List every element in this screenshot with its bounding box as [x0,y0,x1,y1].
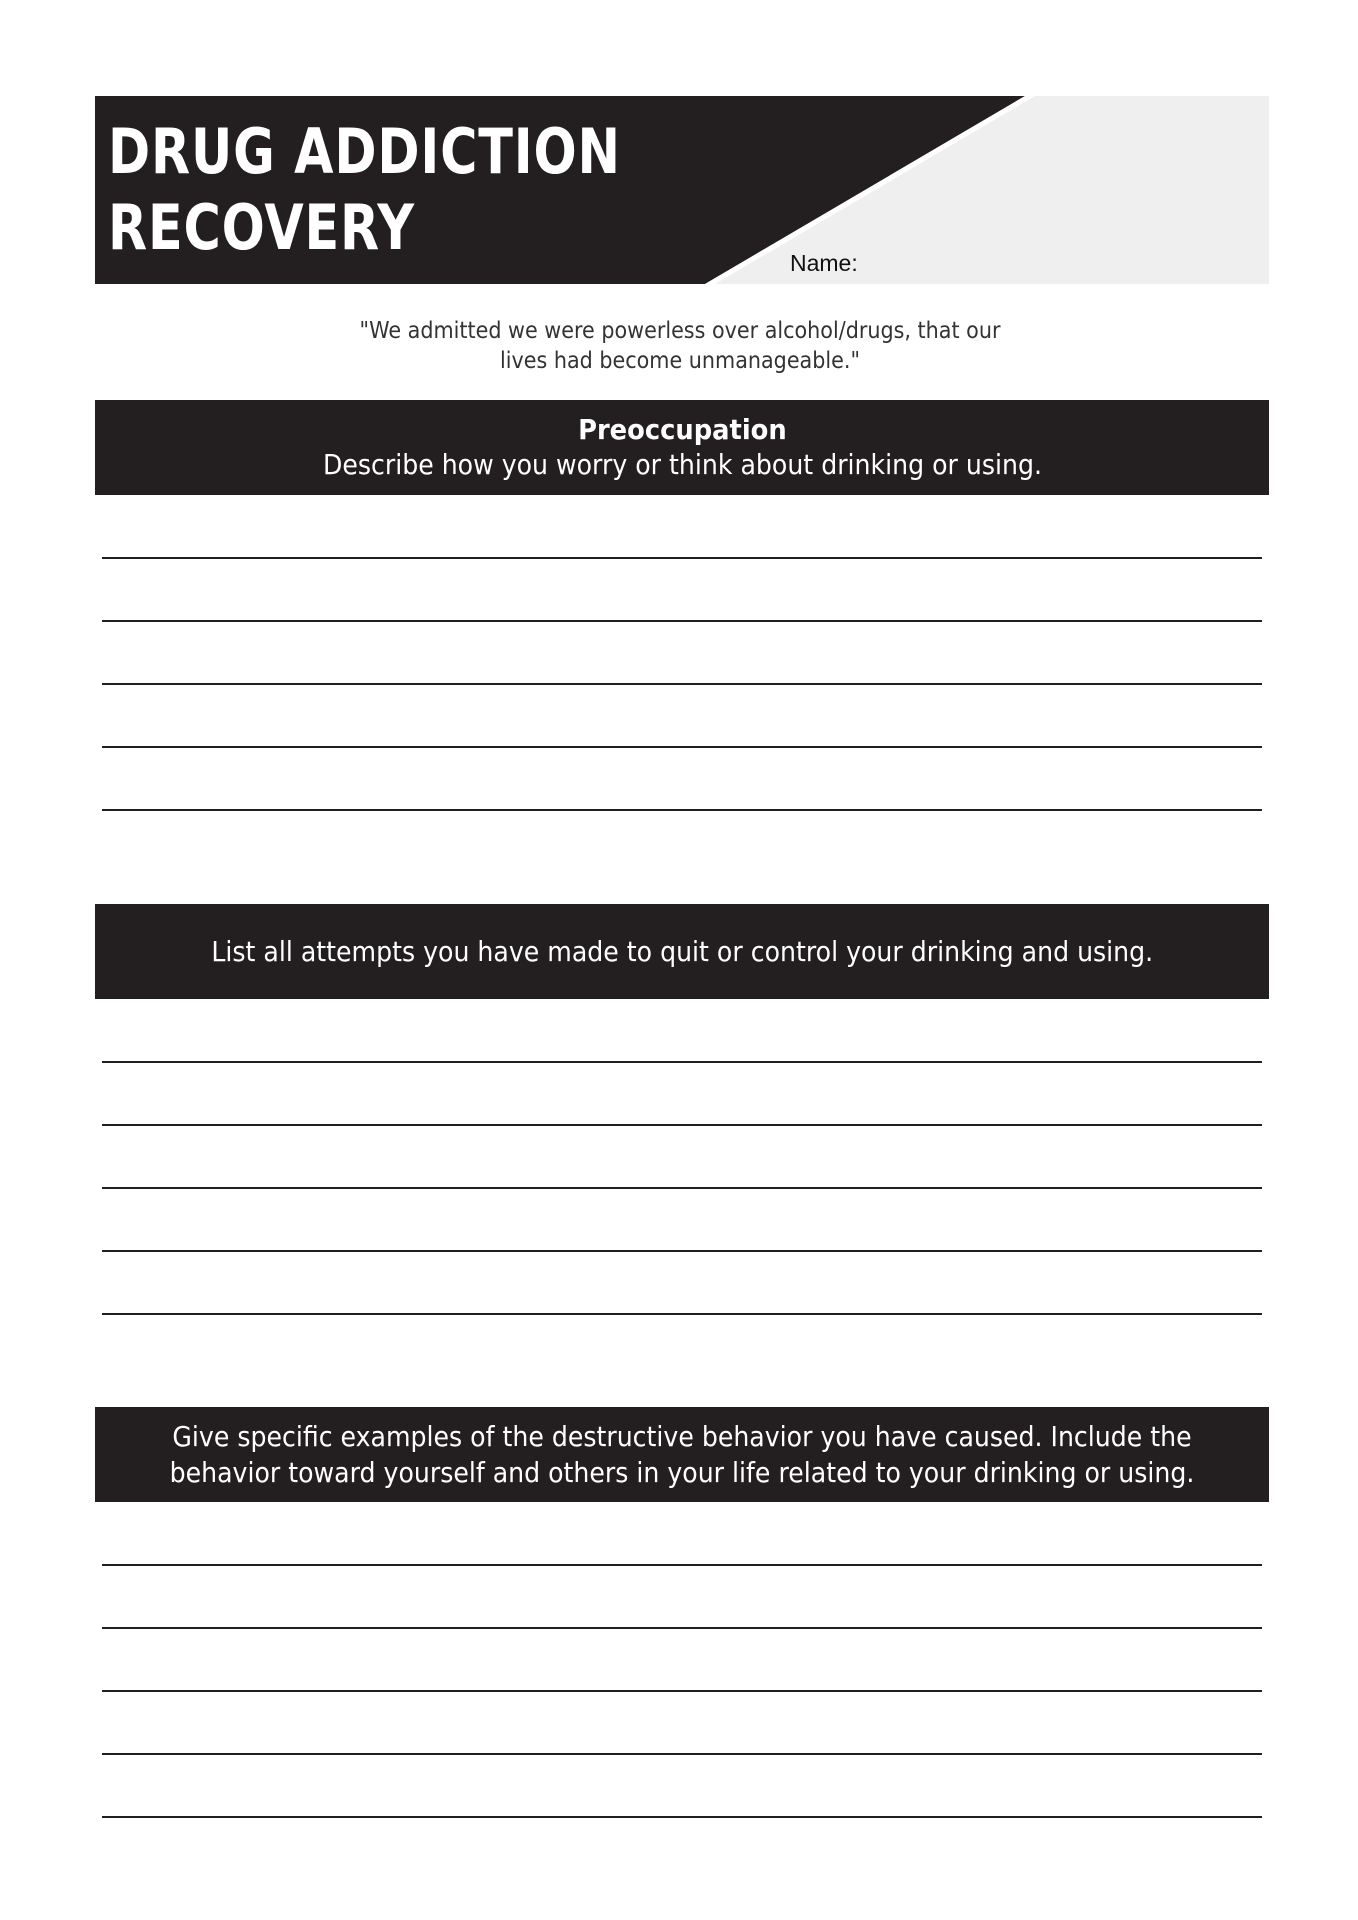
answer-line[interactable] [102,809,1262,811]
answer-line[interactable] [102,1627,1262,1629]
answer-line[interactable] [102,683,1262,685]
answer-line[interactable] [102,1690,1262,1692]
page-title [108,114,621,266]
section-header-destructive-behavior [95,1407,1269,1502]
name-label: Name: [790,250,858,276]
header-banner [95,96,1269,284]
section-prompt: Give specific examples of the destructive behavior you have caused. Include the behavior toward yourself and others in your life related to your drinking or using. [169,1419,1195,1489]
answer-line[interactable] [102,1124,1262,1126]
answer-line[interactable] [102,1250,1262,1252]
answer-line[interactable] [102,1313,1262,1315]
answer-line[interactable] [102,1061,1262,1063]
title-line-2: RECOVERY [108,191,415,264]
answer-line[interactable] [102,1187,1262,1189]
answer-line[interactable] [102,620,1262,622]
answer-line[interactable] [102,1816,1262,1818]
answer-line[interactable] [102,746,1262,748]
answer-line[interactable] [102,1753,1262,1755]
answer-line[interactable] [102,557,1262,559]
section-prompt: List all attempts you have made to quit or control your drinking and using. [211,934,1153,968]
section-prompt: Describe how you worry or think about drinking or using. [322,447,1042,481]
title-line-1: DRUG ADDICTION [108,115,621,188]
section-title: Preoccupation [577,412,787,446]
section-header-preoccupation [95,400,1269,495]
section-header-quit-attempts [95,904,1269,999]
quote-text: "We admitted we were powerless over alcohol/drugs, that our lives had become unmanageable." [359,318,1001,374]
answer-line[interactable] [102,1564,1262,1566]
